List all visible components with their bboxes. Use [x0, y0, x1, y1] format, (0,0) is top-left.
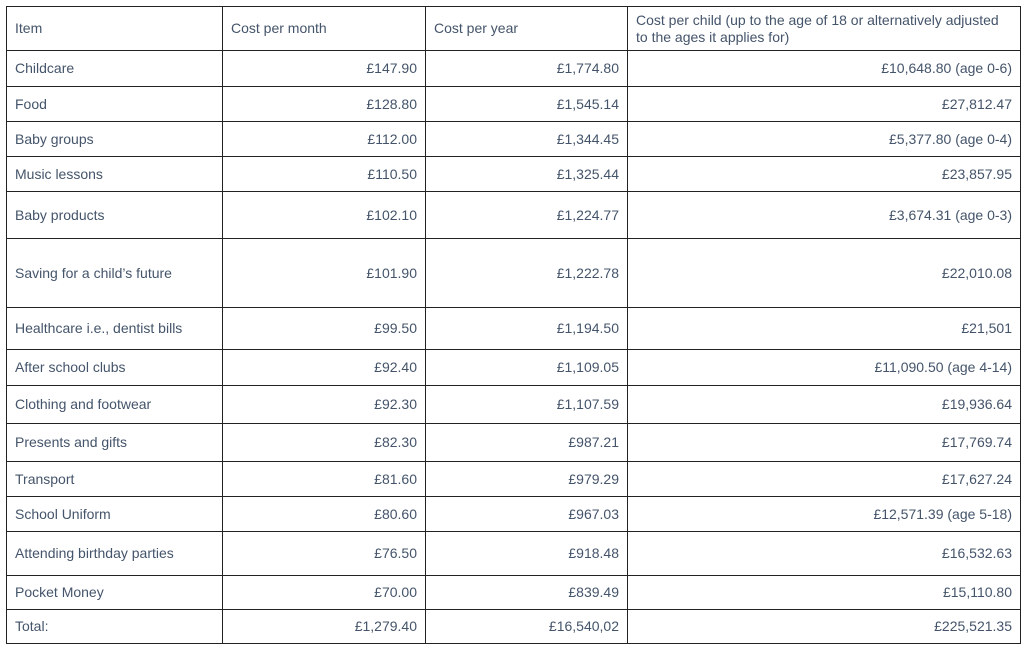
header-cost-per-child: Cost per child (up to the age of 18 or alternatively adjusted to the ages it applies for)	[628, 7, 1021, 51]
cost-per-child-cell: £22,010.08	[628, 239, 1021, 308]
cost-per-child-cell: £21,501	[628, 308, 1021, 350]
table-row	[7, 424, 1021, 462]
cost-per-child-cell: £15,110.80	[628, 576, 1021, 610]
cost-per-year-cell: £1,109.05	[426, 350, 628, 386]
item-cell: Clothing and footwear	[7, 386, 223, 424]
item-cell: Total:	[7, 610, 223, 644]
table-row	[7, 308, 1021, 350]
item-cell: Music lessons	[7, 157, 223, 192]
table-row	[7, 462, 1021, 497]
item-cell: School Uniform	[7, 497, 223, 532]
cost-per-year-cell: £1,344.45	[426, 122, 628, 157]
cost-per-child-cell: £5,377.80 (age 0-4)	[628, 122, 1021, 157]
cost-per-year-cell: £1,107.59	[426, 386, 628, 424]
table-row	[7, 87, 1021, 122]
cost-per-child-cell: £27,812.47	[628, 87, 1021, 122]
cost-per-year-cell: £918.48	[426, 532, 628, 576]
cost-per-child-cell: £3,674.31 (age 0-3)	[628, 192, 1021, 239]
cost-per-child-cell: £17,627.24	[628, 462, 1021, 497]
item-cell: Childcare	[7, 51, 223, 87]
table-row	[7, 576, 1021, 610]
cost-per-month-cell: £70.00	[223, 576, 426, 610]
cost-per-year-cell: £1,224.77	[426, 192, 628, 239]
cost-per-year-cell: £967.03	[426, 497, 628, 532]
header-row	[7, 7, 1021, 51]
cost-per-year-cell: £1,774.80	[426, 51, 628, 87]
child-cost-table	[6, 6, 1021, 644]
cost-per-year-cell: £839.49	[426, 576, 628, 610]
cost-per-year-cell: £987.21	[426, 424, 628, 462]
cost-per-year-cell: £1,545.14	[426, 87, 628, 122]
cost-per-month-cell: £81.60	[223, 462, 426, 497]
header-item: Item	[7, 7, 223, 51]
item-cell: Saving for a child’s future	[7, 239, 223, 308]
total-row	[7, 610, 1021, 644]
table-row	[7, 532, 1021, 576]
cost-per-month-cell: £92.40	[223, 350, 426, 386]
item-cell: Transport	[7, 462, 223, 497]
cost-per-month-cell: £82.30	[223, 424, 426, 462]
cost-per-child-cell: £11,090.50 (age 4-14)	[628, 350, 1021, 386]
item-cell: Pocket Money	[7, 576, 223, 610]
cost-per-month-cell: £76.50	[223, 532, 426, 576]
table-row	[7, 350, 1021, 386]
cost-per-month-cell: £1,279.40	[223, 610, 426, 644]
cost-per-year-cell: £1,222.78	[426, 239, 628, 308]
cost-per-year-cell: £1,325.44	[426, 157, 628, 192]
cost-per-child-cell: £23,857.95	[628, 157, 1021, 192]
cost-per-month-cell: £101.90	[223, 239, 426, 308]
cost-per-month-cell: £110.50	[223, 157, 426, 192]
cost-per-child-cell: £19,936.64	[628, 386, 1021, 424]
table-container	[6, 6, 1021, 644]
cost-per-month-cell: £147.90	[223, 51, 426, 87]
table-row	[7, 51, 1021, 87]
table-row	[7, 192, 1021, 239]
header-cost-per-month: Cost per month	[223, 7, 426, 51]
item-cell: Food	[7, 87, 223, 122]
item-cell: Attending birthday parties	[7, 532, 223, 576]
item-cell: Healthcare i.e., dentist bills	[7, 308, 223, 350]
cost-per-child-cell: £10,648.80 (age 0-6)	[628, 51, 1021, 87]
cost-per-child-cell: £12,571.39 (age 5-18)	[628, 497, 1021, 532]
table-row	[7, 239, 1021, 308]
item-cell: Presents and gifts	[7, 424, 223, 462]
cost-per-year-cell: £16,540,02	[426, 610, 628, 644]
cost-per-child-cell: £17,769.74	[628, 424, 1021, 462]
table-row	[7, 386, 1021, 424]
item-cell: Baby groups	[7, 122, 223, 157]
cost-per-month-cell: £112.00	[223, 122, 426, 157]
cost-per-month-cell: £80.60	[223, 497, 426, 532]
cost-per-year-cell: £979.29	[426, 462, 628, 497]
table-row	[7, 497, 1021, 532]
item-cell: After school clubs	[7, 350, 223, 386]
table-row	[7, 122, 1021, 157]
table-row	[7, 157, 1021, 192]
cost-per-month-cell: £99.50	[223, 308, 426, 350]
cost-per-child-cell: £225,521.35	[628, 610, 1021, 644]
cost-per-month-cell: £92.30	[223, 386, 426, 424]
cost-per-month-cell: £102.10	[223, 192, 426, 239]
cost-per-month-cell: £128.80	[223, 87, 426, 122]
item-cell: Baby products	[7, 192, 223, 239]
cost-per-year-cell: £1,194.50	[426, 308, 628, 350]
header-cost-per-year: Cost per year	[426, 7, 628, 51]
cost-per-child-cell: £16,532.63	[628, 532, 1021, 576]
